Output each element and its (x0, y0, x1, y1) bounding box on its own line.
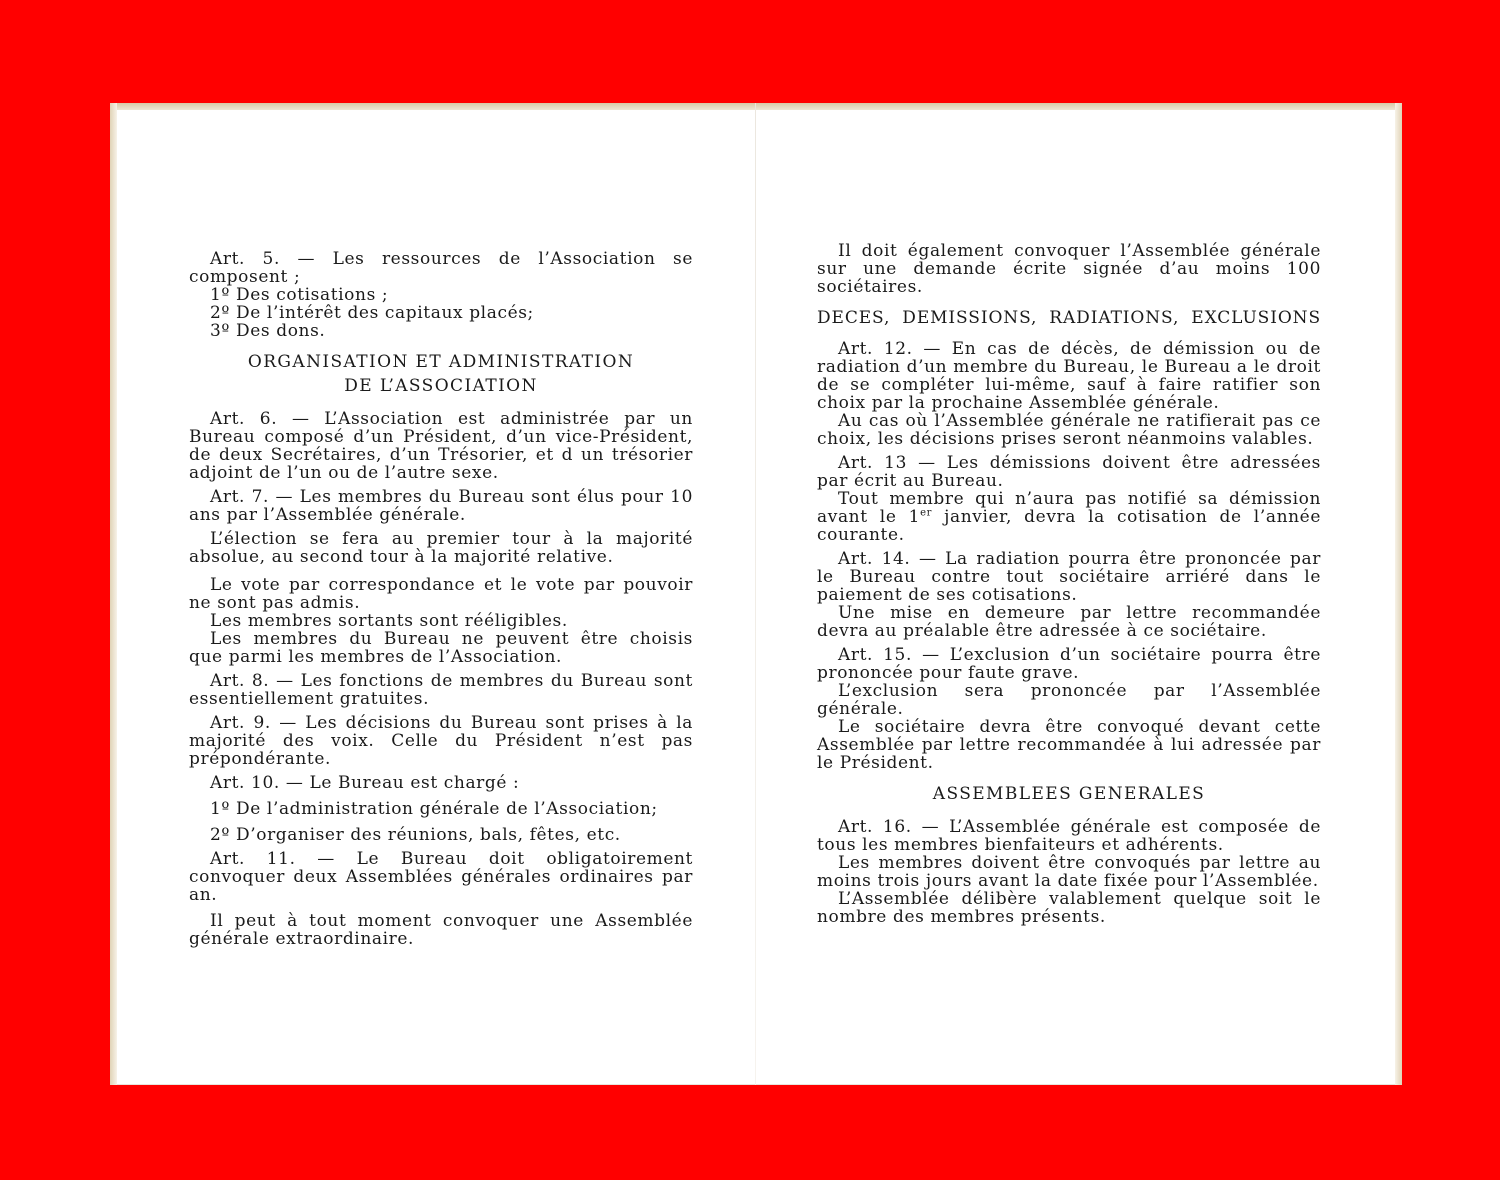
article-7-vote: Le vote par correspondance et le vote par pouvoir ne sont pas admis. (189, 575, 693, 613)
paper-top-edge (110, 103, 1402, 110)
article-8: Art. 8. — Les fonctions de membres du Bureau sont essentiellement gratuites. (189, 671, 693, 709)
article-16-c: L’Assemblée délibère valablement quelque soit le nombre des membres présents. (817, 889, 1321, 927)
article-10: Art. 10. — Le Bureau est chargé : (210, 773, 520, 793)
article-5-item-2: 2º De l’intérêt des capitaux placés; (210, 303, 534, 323)
article-14: Art. 14. — La radiation pourra être prononcée par le Bureau contre tout sociétaire arriéré dans le paiement de ses cotisations. (817, 549, 1321, 605)
article-5-item-3: 3º Des dons. (210, 321, 326, 341)
paper-left-edge (110, 103, 117, 1085)
convoke-paragraph: Il doit également convoquer l’Assemblée générale sur une demande écrite signée d’au moins 100 sociétaires. (817, 241, 1321, 297)
article-6: Art. 6. — L’Association est administrée par un Bureau composé d’un Président, d’un vice-Président, de deux Secrétaires, d’un Trésorier, et d un trésorier adjoint de l’un ou de l’autre sexe. (189, 409, 693, 483)
article-5: Art. 5. — Les ressources de l’Association se composent ; (189, 249, 693, 287)
section-heading-deces: DECES, DEMISSIONS, RADIATIONS, EXCLUSIONS (817, 308, 1321, 328)
article-7-choice: Les membres du Bureau ne peuvent être choisis que parmi les membres de l’Association. (189, 629, 693, 667)
article-12-b: Au cas où l’Assemblée générale ne ratifierait pas ce choix, les décisions prises seront néanmoins valables. (817, 411, 1321, 449)
right-page (817, 242, 1321, 926)
article-13-b (817, 490, 1321, 544)
article-13-b-end: janvier, devra la cotisation de l’année courante. (817, 507, 1321, 545)
section-heading-line-2: DE L’ASSOCIATION (344, 376, 538, 396)
article-16-b: Les membres doivent être convoqués par lettre au moins trois jours avant la date fixée pour l’Assemblée. (817, 853, 1321, 891)
article-16: Art. 16. — L’Assemblée générale est composée de tous les membres bienfaiteurs et adhérents. (817, 817, 1321, 855)
article-12: Art. 12. — En cas de décès, de démission ou de radiation d’un membre du Bureau, le Bureau a le droit de se compléter lui-même, sauf à faire ratifier son choix par la prochaine Assemblée générale. (817, 339, 1321, 413)
article-11-extra: Il peut à tout moment convoquer une Assemblée générale extraordinaire. (189, 911, 693, 949)
article-10-item-1: 1º De l’administration générale de l’Association; (210, 799, 658, 819)
article-5-item-1: 1º Des cotisations ; (210, 285, 389, 305)
section-heading-line-1: ORGANISATION ET ADMINISTRATION (247, 352, 635, 372)
paper-right-edge (1395, 103, 1402, 1085)
article-15-b: L’exclusion sera prononcée par l’Assemblée générale. (817, 681, 1321, 719)
article-13-b-start: Tout membre qui n’aura pas notifié sa démission avant le 1 (817, 489, 1321, 527)
article-13: Art. 13 — Les démissions doivent être adressées par écrit au Bureau. (817, 453, 1321, 491)
article-7-reeligibles: Les membres sortants sont rééligibles. (210, 611, 568, 631)
article-11: Art. 11. — Le Bureau doit obligatoirement convoquer deux Assemblées générales ordinaires par an. (189, 849, 693, 905)
article-14-b: Une mise en demeure par lettre recommandée devra au préalable être adressée à ce sociétaire. (817, 603, 1321, 641)
booklet-spread (110, 103, 1402, 1085)
left-page (189, 250, 693, 954)
article-15: Art. 15. — L’exclusion d’un sociétaire pourra être prononcée pour faute grave. (817, 645, 1321, 683)
ordinal-superscript: er (920, 507, 932, 519)
article-9: Art. 9. — Les décisions du Bureau sont prises à la majorité des voix. Celle du Président n’est pas prépondérante. (189, 713, 693, 769)
center-fold (755, 103, 756, 1085)
article-7-election: L’élection se fera au premier tour à la majorité absolue, au second tour à la majorité relative. (189, 529, 693, 567)
section-heading-organisation (189, 350, 693, 398)
article-7: Art. 7. — Les membres du Bureau sont élus pour 10 ans par l’Assemblée générale. (189, 487, 693, 525)
article-10-item-2: 2º D’organiser des réunions, bals, fêtes, etc. (210, 825, 621, 845)
article-15-c: Le sociétaire devra être convoqué devant cette Assemblée par lettre recommandée à lui adressée par le Président. (817, 717, 1321, 773)
section-heading-assemblees: ASSEMBLEES GENERALES (932, 784, 1206, 804)
